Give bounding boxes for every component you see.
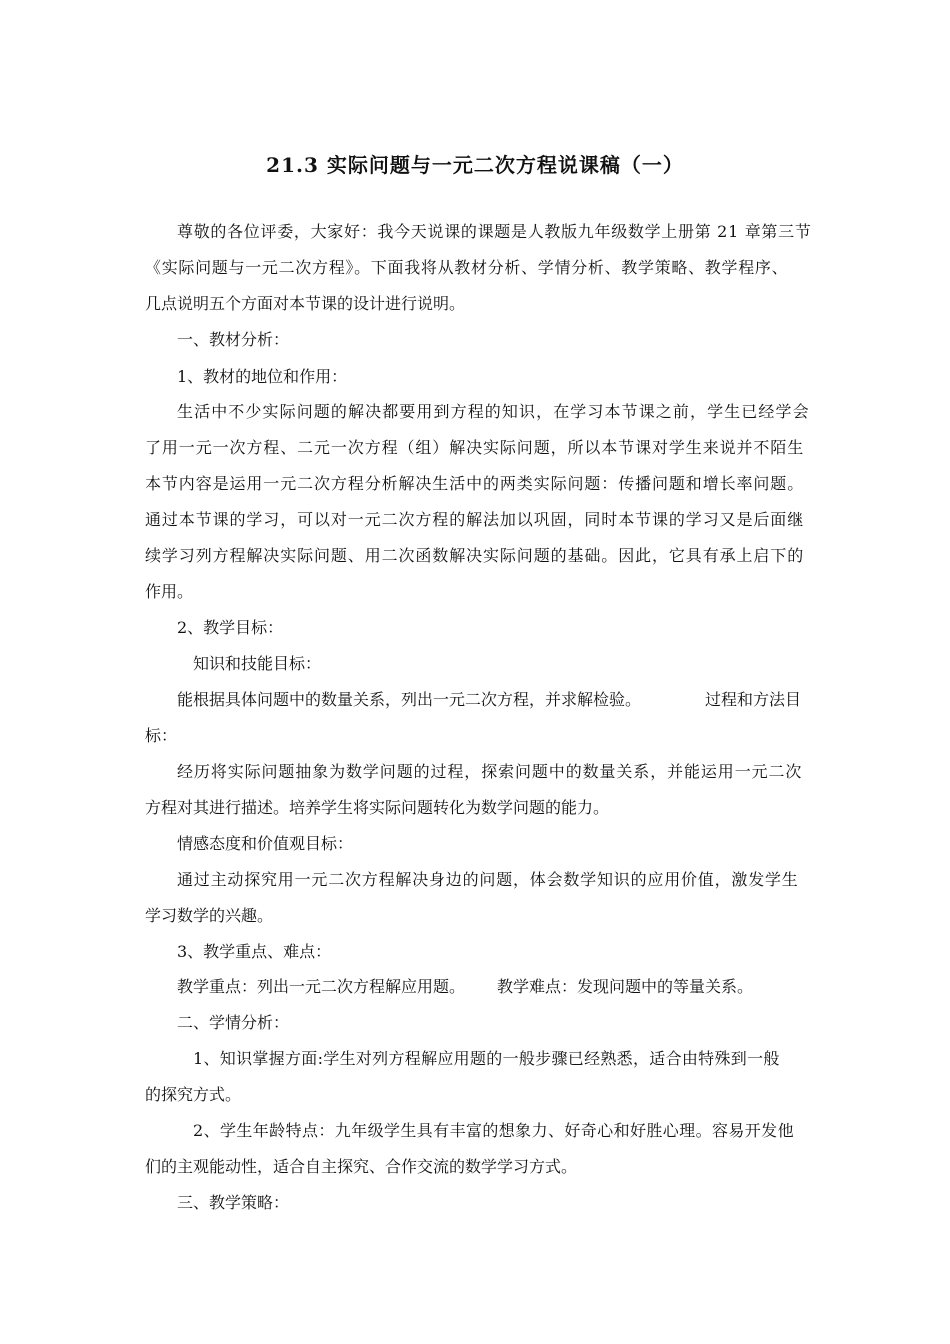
paragraph-line: 尊敬的各位评委，大家好：我今天说课的课题是人教版九年级数学上册第 21 章第三节 <box>177 222 812 241</box>
paragraph-line: 1、知识掌握方面:学生对列方程解应用题的一般步骤已经熟悉，适合由特殊到一般 <box>193 1049 780 1068</box>
paragraph-line: 了用一元一次方程、二元一次方程（组）解决实际问题，所以本节课对学生来说并不陌生 <box>145 438 805 457</box>
paragraph-line: 通过本节课的学习，可以对一元二次方程的解法加以巩固，同时本节课的学习又是后面继 <box>145 510 805 529</box>
paragraph-line: 通过主动探究用一元二次方程解决身边的问题，体会数学知识的应用价值，激发学生 <box>177 870 799 889</box>
paragraph-line: 续学习列方程解决实际问题、用二次函数解决实际问题的基础。因此，它具有承上启下的 <box>145 546 805 565</box>
paragraph-line: 2、学生年龄特点：九年级学生具有丰富的想象力、好奇心和好胜心理。容易开发他 <box>193 1121 794 1140</box>
paragraph-line: 方程对其进行描述。培养学生将实际问题转化为数学问题的能力。 <box>145 798 610 817</box>
paragraph-line: 几点说明五个方面对本节课的设计进行说明。 <box>145 294 466 313</box>
section-heading: 一、教材分析： <box>177 330 290 349</box>
goal-heading: 过程和方法目 <box>705 690 802 709</box>
goal-heading: 情感态度和价值观目标： <box>177 834 354 853</box>
goal-heading: 知识和技能目标： <box>193 654 322 673</box>
subsection-heading: 3、教学重点、难点： <box>177 942 332 961</box>
paragraph-line: 作用。 <box>145 582 194 601</box>
paragraph-line: 学习数学的兴趣。 <box>145 906 274 925</box>
goal-heading: 标： <box>145 726 178 745</box>
document-title: 21.3 实际问题与一元二次方程说课稿（一） <box>266 153 684 177</box>
subsection-heading: 1、教材的地位和作用： <box>177 367 348 386</box>
subsection-heading: 2、教学目标： <box>177 618 284 637</box>
paragraph-line: 的探究方式。 <box>145 1085 242 1104</box>
paragraph-line: 经历将实际问题抽象为数学问题的过程，探索问题中的数量关系，并能运用一元二次 <box>177 762 803 781</box>
section-heading: 二、学情分析： <box>177 1013 290 1032</box>
paragraph-line: 能根据具体问题中的数量关系，列出一元二次方程，并求解检验。 <box>177 690 642 709</box>
paragraph-line: 本节内容是运用一元二次方程分析解决生活中的两类实际问题：传播问题和增长率问题。 <box>145 474 805 493</box>
paragraph-line: 教学重点：列出一元二次方程解应用题。 <box>177 977 466 996</box>
paragraph-line: 生活中不少实际问题的解决都要用到方程的知识，在学习本节课之前，学生已经学会 <box>177 402 810 421</box>
paragraph-line: 《实际问题与一元二次方程》。下面我将从教材分析、学情分析、教学策略、教学程序、 <box>145 258 789 277</box>
paragraph-line: 教学难点：发现问题中的等量关系。 <box>497 977 754 996</box>
section-heading: 三、教学策略： <box>177 1193 290 1212</box>
paragraph-line: 们的主观能动性，适合自主探究、合作交流的数学学习方式。 <box>145 1157 578 1176</box>
